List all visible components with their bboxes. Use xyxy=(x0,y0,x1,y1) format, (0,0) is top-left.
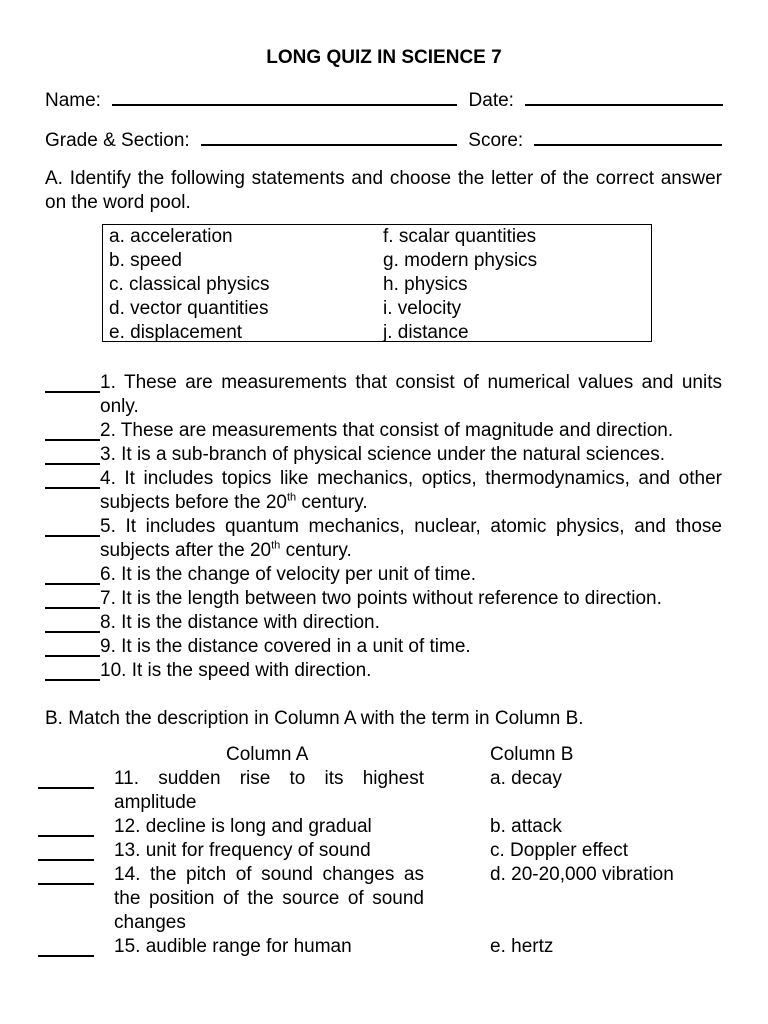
answer-blank[interactable] xyxy=(45,443,100,465)
word-pool-item: j. distance xyxy=(383,322,469,343)
section-b-instruction: B. Match the description in Column A with the term in Column B. xyxy=(45,708,584,729)
word-pool-item: c. classical physics xyxy=(109,274,270,295)
question-text: 1. These are measurements that consist of numerical values and units only. xyxy=(100,372,722,417)
column-a-item: 11. sudden rise to its highest amplitude xyxy=(114,768,424,813)
question-text: 4. It includes topics like mechanics, optics, thermodynamics, and other subjects before the 20 xyxy=(100,468,722,513)
word-pool-item: a. acceleration xyxy=(109,226,233,247)
column-a-item: 13. unit for frequency of sound xyxy=(114,840,371,861)
name-blank[interactable] xyxy=(112,88,457,106)
answer-blank[interactable] xyxy=(38,863,94,885)
score-label: Score: xyxy=(468,130,524,151)
answer-blank[interactable] xyxy=(45,587,100,609)
word-pool-item: i. velocity xyxy=(383,298,462,319)
section-a-instruction: A. Identify the following statements and choose the letter of the correct answer on the word pool. xyxy=(45,168,722,213)
question-item xyxy=(45,467,722,515)
column-a-item: 12. decline is long and gradual xyxy=(114,816,372,837)
word-pool-right-column xyxy=(383,225,537,345)
question-text: 8. It is the distance with direction. xyxy=(100,612,380,633)
answer-blank[interactable] xyxy=(38,839,94,861)
question-item xyxy=(45,635,722,659)
column-a-header: Column A xyxy=(226,744,309,765)
name-label: Name: xyxy=(45,90,101,111)
century-suffix: century. xyxy=(280,540,352,561)
answer-blank[interactable] xyxy=(38,815,94,837)
question-text: 10. It is the speed with direction. xyxy=(100,660,372,681)
question-text: 5. It includes quantum mechanics, nuclear, atomic physics, and those subjects after the 20 xyxy=(100,516,722,561)
column-a-item: 14. the pitch of sound changes as the position of the source of sound changes xyxy=(114,864,424,933)
question-item xyxy=(45,587,722,611)
column-a-item: 15. audible range for human xyxy=(114,936,352,957)
word-pool-item: h. physics xyxy=(383,274,468,295)
question-item xyxy=(45,659,722,683)
answer-blank[interactable] xyxy=(45,563,100,585)
column-b-item: c. Doppler effect xyxy=(490,840,629,861)
word-pool-item: d. vector quantities xyxy=(109,298,269,319)
superscript: th xyxy=(271,539,281,552)
grade-section-blank[interactable] xyxy=(201,128,457,146)
answer-blank[interactable] xyxy=(45,659,100,681)
question-item xyxy=(45,371,722,419)
question-text-container xyxy=(100,467,722,515)
question-item xyxy=(45,563,722,587)
column-b-item: b. attack xyxy=(490,816,562,837)
column-b-header: Column B xyxy=(490,744,574,765)
question-text: 2. These are measurements that consist of magnitude and direction. xyxy=(100,420,674,441)
answer-blank[interactable] xyxy=(45,635,100,657)
question-item xyxy=(45,419,722,443)
page-title: LONG QUIZ IN SCIENCE 7 xyxy=(266,47,502,68)
question-text: 6. It is the change of velocity per unit of time. xyxy=(100,564,476,585)
answer-blank[interactable] xyxy=(45,611,100,633)
grade-section-label: Grade & Section: xyxy=(45,130,190,151)
grade-score-row xyxy=(45,128,725,153)
answer-blank[interactable] xyxy=(38,935,94,957)
answer-blank[interactable] xyxy=(38,767,94,789)
answer-blank[interactable] xyxy=(45,515,100,537)
answer-blank[interactable] xyxy=(45,371,100,393)
question-item xyxy=(45,443,722,467)
superscript: th xyxy=(286,491,297,504)
column-b-item: d. 20-20,000 vibration xyxy=(490,864,674,885)
date-label: Date: xyxy=(468,90,514,111)
word-pool-item: f. scalar quantities xyxy=(383,226,537,247)
question-text: 7. It is the length between two points without reference to direction. xyxy=(100,588,662,609)
word-pool-left-column xyxy=(109,225,270,345)
word-pool-item: g. modern physics xyxy=(383,250,538,271)
question-text: 3. It is a sub-branch of physical science under the natural sciences. xyxy=(100,444,666,465)
word-pool-item: b. speed xyxy=(109,250,182,271)
answer-blank[interactable] xyxy=(45,419,100,441)
date-blank[interactable] xyxy=(525,88,723,106)
word-pool xyxy=(102,224,652,342)
answer-blank[interactable] xyxy=(45,467,100,489)
word-pool-item: e. displacement xyxy=(109,322,243,343)
score-blank[interactable] xyxy=(534,128,722,146)
column-b-item: a. decay xyxy=(490,768,562,789)
name-date-row xyxy=(45,88,725,113)
section-a-items xyxy=(45,371,722,683)
question-item xyxy=(45,611,722,635)
question-text-container xyxy=(100,515,722,563)
question-item xyxy=(45,515,722,563)
century-suffix: century. xyxy=(296,492,368,513)
question-text: 9. It is the distance covered in a unit of time. xyxy=(100,636,471,657)
column-b-item: e. hertz xyxy=(490,936,554,957)
